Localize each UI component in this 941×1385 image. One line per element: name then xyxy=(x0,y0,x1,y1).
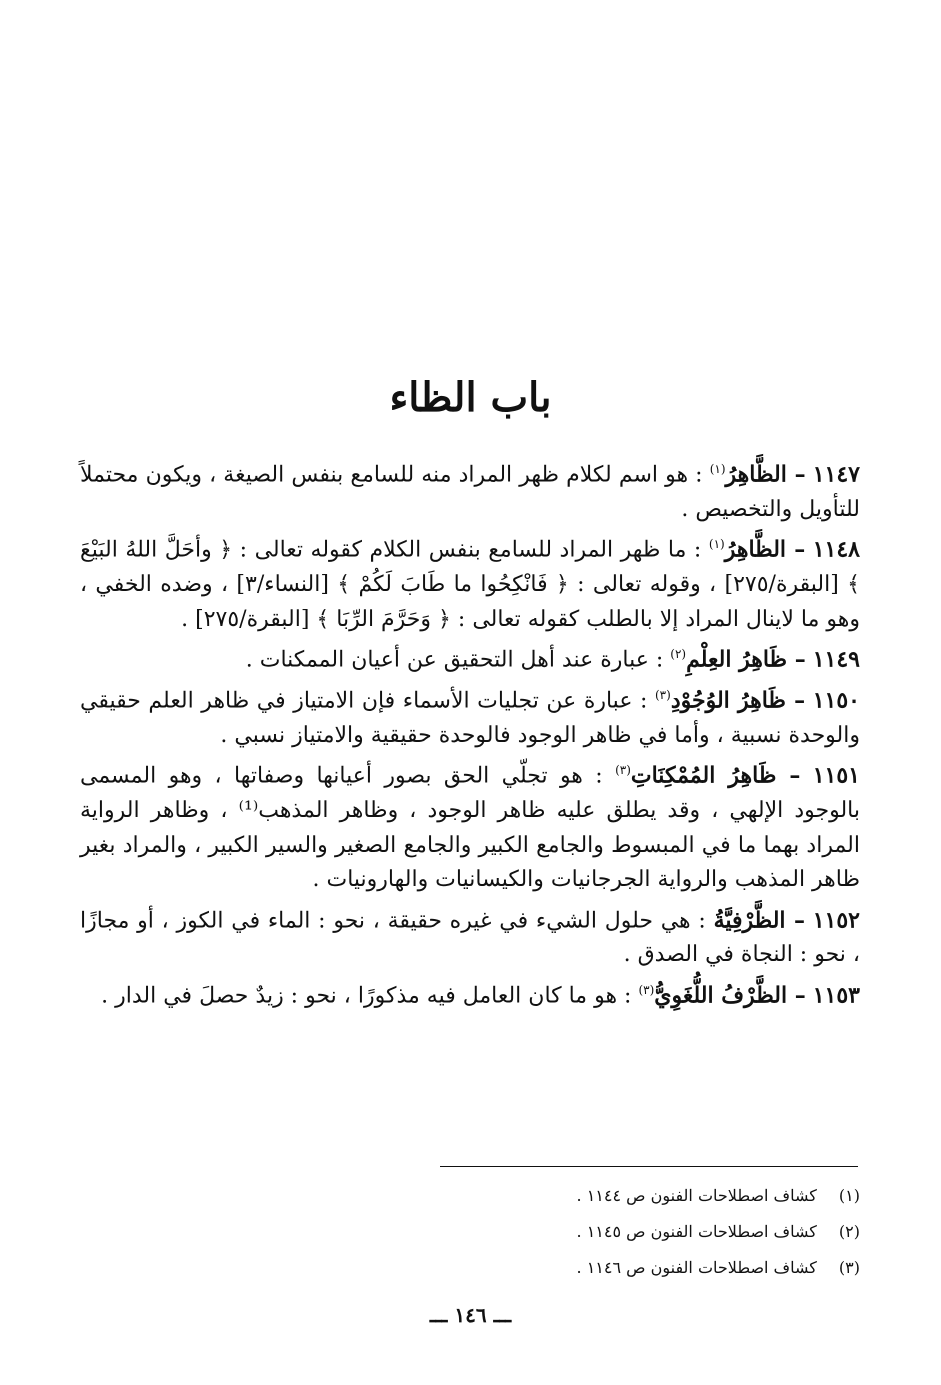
entry-dash: – xyxy=(776,762,801,789)
page-number: ـــ ١٤٦ ـــ xyxy=(429,1303,512,1327)
entry-text: : هو ما كان العامل فيه مذكورًا ، نحو : زيدٌ حصلَ في الدار . xyxy=(101,983,632,1009)
footnote-2 xyxy=(300,1214,860,1250)
entry-term: ظَاهِرُ الوُجُوْدِ xyxy=(670,687,786,714)
footnote-number: (٣) xyxy=(838,1258,860,1277)
entry-term: الظَّرْفِيَّةُ xyxy=(713,906,786,933)
entry-term: الظَّاهِرُ xyxy=(725,461,787,488)
chapter-title: باب الظاء xyxy=(389,374,552,421)
entry-1149 xyxy=(80,637,860,678)
entry-1150 xyxy=(80,678,860,753)
entry-number: ١١٤٧ xyxy=(812,461,860,488)
entry-term: ظَاهِرُ المُمْكِنَاتِ xyxy=(630,762,777,789)
footnote-text: كشاف اصطلاحات الفنون ص ١١٤٦ . xyxy=(576,1258,817,1277)
entry-dash: – xyxy=(787,646,806,673)
footnote-ref: (١) xyxy=(708,537,725,552)
entry-text: : ما ظهر المراد للسامع بنفس الكلام كقوله تعالى : ﴿ وأحَلَّ اللهُ البَيْعَ ﴾ [البقرة/٢٧٥] ، وقوله تعالى : ﴿ فَانْكِحُوا ما طَابَ لَكُمْ ﴾ [النساء/٣] ، وضده الخفي ، وهو ما لاينال المراد إلا بالطلب كقوله تعالى : ﴿ وَحَرَّمَ الرِّبَا ﴾ [البقرة/٢٧٥] . xyxy=(80,537,860,632)
footnote-ref: (٢) xyxy=(670,647,687,662)
entry-dash: – xyxy=(785,687,806,714)
entry-term: الظَّاهِرُ xyxy=(724,536,787,563)
footnote-ref: (٣) xyxy=(615,763,631,778)
entry-text: : هو اسم لكلام ظهر المراد منه للسامع بنفس الصيغة ، ويكون محتملاً للتأويل والتخصيص . xyxy=(80,462,860,522)
footnote-number: (٢) xyxy=(838,1222,860,1241)
entry-dash: – xyxy=(787,982,806,1009)
entry-1152 xyxy=(80,898,860,973)
entry-number: ١١٤٩ xyxy=(812,646,860,673)
footnote-1 xyxy=(300,1178,860,1214)
footnote-text: كشاف اصطلاحات الفنون ص ١١٤٤ . xyxy=(576,1186,817,1205)
entry-1151 xyxy=(80,753,860,897)
entry-number: ١١٥٠ xyxy=(812,687,860,714)
entry-term: الظَّرْفُ اللُّغَوِيُّ xyxy=(654,982,788,1009)
footnote-ref: (١) xyxy=(709,462,726,476)
entry-text: : هو تجلّي الحق بصور أعيانها وصفاتها ، وهو المسمى بالوجود الإلهي ، وقد يطلق عليه ظاهر الوجود ، وظاهر المذهب⁽¹⁾ ، وظاهر الرواية المراد بهما ما في المبسوط والجامع الكبير والجامع الصغير والسير الكبير ، والمراد بغير ظاهر المذهب والرواية الجرجانيات والكيسانيات والهارونيات . xyxy=(80,763,861,893)
footnote-text: كشاف اصطلاحات الفنون ص ١١٤٥ . xyxy=(576,1222,817,1241)
footnotes xyxy=(300,1178,860,1286)
entry-dash: – xyxy=(786,461,806,488)
footnote-3 xyxy=(300,1250,860,1286)
entry-text: : هي حلول الشيء في غيره حقيقة ، نحو : الماء في الكوز ، أو مجازًا ، نحو : النجاة في الصدق . xyxy=(80,907,860,968)
entries-body xyxy=(80,452,860,1014)
entry-1148 xyxy=(80,527,860,637)
entry-number: ١١٤٨ xyxy=(812,536,860,563)
entry-1153 xyxy=(80,973,860,1014)
entry-number: ١١٥٣ xyxy=(812,982,860,1009)
entry-dash: – xyxy=(786,536,806,563)
entry-dash: – xyxy=(785,906,805,933)
footnote-ref: (٣) xyxy=(638,982,655,997)
footnote-number: (١) xyxy=(838,1186,860,1205)
entry-term: ظَاهِرُ العِلْمِ xyxy=(686,646,788,673)
entry-text: : عبارة عند أهل التحقيق عن أعيان الممكنات . xyxy=(245,647,664,673)
footnote-ref: (٣) xyxy=(654,687,671,702)
entry-text: : عبارة عن تجليات الأسماء فإن الامتياز في ظاهر العلم حقيقي والوحدة نسبية ، وأما في ظاهر الوجود فالوحدة حقيقية والامتياز نسبي . xyxy=(80,688,860,748)
entry-number: ١١٥٢ xyxy=(812,906,860,933)
entry-1147 xyxy=(80,452,860,527)
footnote-divider xyxy=(440,1166,858,1167)
entry-number: ١١٥١ xyxy=(812,762,860,789)
